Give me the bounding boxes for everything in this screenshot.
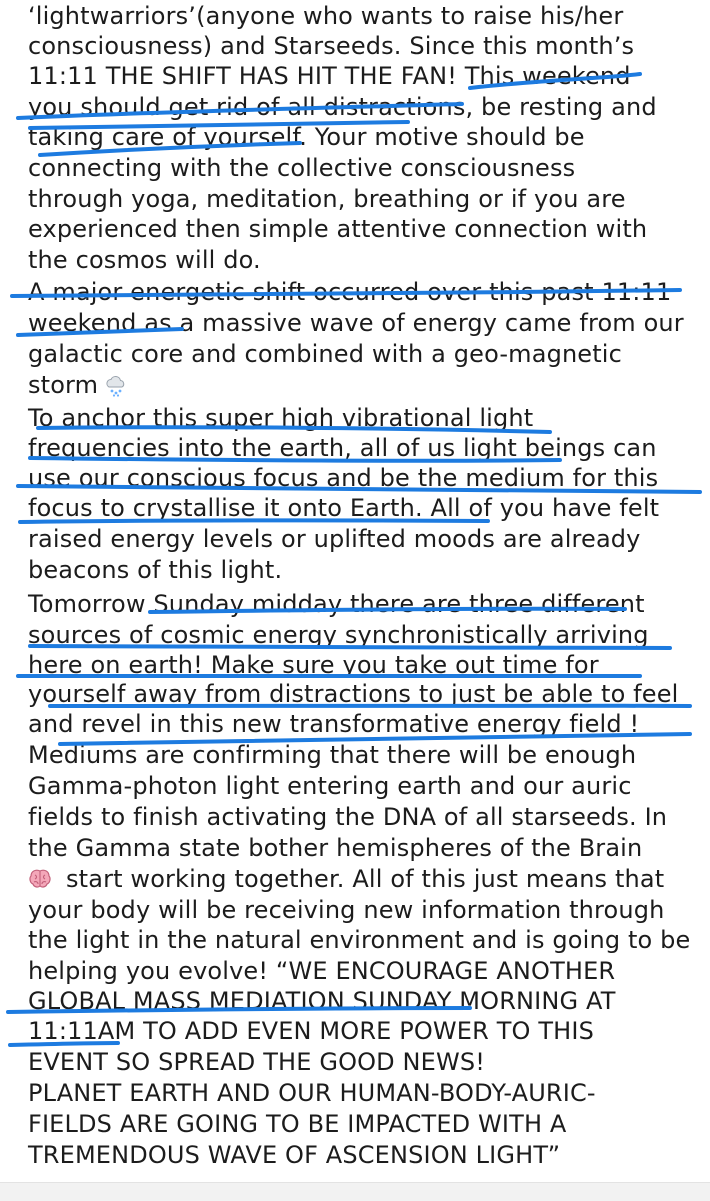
text-line: yourself away from distractions to just be able to feel: [28, 679, 678, 709]
text-line: raised energy levels or uplifted moods are already: [28, 524, 641, 554]
brain-line: [28, 864, 664, 894]
text-line: the cosmos will do.: [28, 245, 261, 275]
text-line: weekend as a massive wave of energy came from our: [28, 308, 684, 338]
text-line: helping you evolve! “WE ENCOURAGE ANOTHER: [28, 956, 615, 986]
text-line: GLOBAL MASS MEDIATION SUNDAY MORNING AT: [28, 986, 616, 1016]
text-line: frequencies into the earth, all of us light beings can: [28, 433, 657, 463]
brain-icon: [28, 867, 52, 891]
text-line: fields to finish activating the DNA of all starseeds. In: [28, 802, 667, 832]
text-line: you should get rid of all distractions, be resting and: [28, 92, 657, 122]
text-line: through yoga, meditation, breathing or if you are: [28, 184, 626, 214]
text-line: beacons of this light.: [28, 555, 282, 585]
storm-line: [28, 370, 128, 400]
text-line: ‘lightwarriors’(anyone who wants to raise his/her: [28, 1, 623, 31]
text-line: the Gamma state bother hemispheres of the Brain: [28, 833, 642, 863]
text-line: Mediums are confirming that there will be enough: [28, 740, 636, 770]
text-line: Gamma-photon light entering earth and our auric: [28, 771, 632, 801]
text-line: connecting with the collective consciousness: [28, 153, 575, 183]
text-line: FIELDS ARE GOING TO BE IMPACTED WITH A: [28, 1109, 567, 1139]
text-line: your body will be receiving new information through: [28, 895, 664, 925]
text-line: the light in the natural environment and is going to be: [28, 925, 690, 955]
text-line: 11:11 THE SHIFT HAS HIT THE FAN! This weekend: [28, 61, 631, 91]
text-line: here on earth! Make sure you take out time for: [28, 650, 599, 680]
text-line: 11:11AM TO ADD EVEN MORE POWER TO THIS: [28, 1016, 594, 1046]
text-segment: storm: [28, 371, 98, 399]
text-line: A major energetic shift occurred over this past 11:11: [28, 277, 671, 307]
text-line: EVENT SO SPREAD THE GOOD NEWS!: [28, 1047, 485, 1077]
text-line: TREMENDOUS WAVE OF ASCENSION LIGHT”: [28, 1140, 560, 1170]
text-line: sources of cosmic energy synchronistically arriving: [28, 620, 649, 650]
text-line: To anchor this super high vibrational light: [28, 403, 533, 433]
text-segment: start working together. All of this just means that: [66, 865, 664, 893]
text-line: PLANET EARTH AND OUR HUMAN-BODY-AURIC-: [28, 1078, 596, 1108]
text-line: experienced then simple attentive connection with: [28, 214, 647, 244]
text-line: and revel in this new transformative energy field !: [28, 709, 639, 739]
text-line: focus to crystallise it onto Earth. All of you have felt: [28, 493, 659, 523]
bottom-bar: [0, 1182, 710, 1201]
cloud-snow-icon: [104, 373, 128, 397]
text-line: consciousness) and Starseeds. Since this month’s: [28, 31, 634, 61]
text-line: use our conscious focus and be the medium for this: [28, 463, 658, 493]
text-line: Tomorrow Sunday midday there are three different: [28, 589, 645, 619]
text-line: galactic core and combined with a geo-magnetic: [28, 339, 622, 369]
text-line: taking care of yourself. Your motive should be: [28, 122, 585, 152]
